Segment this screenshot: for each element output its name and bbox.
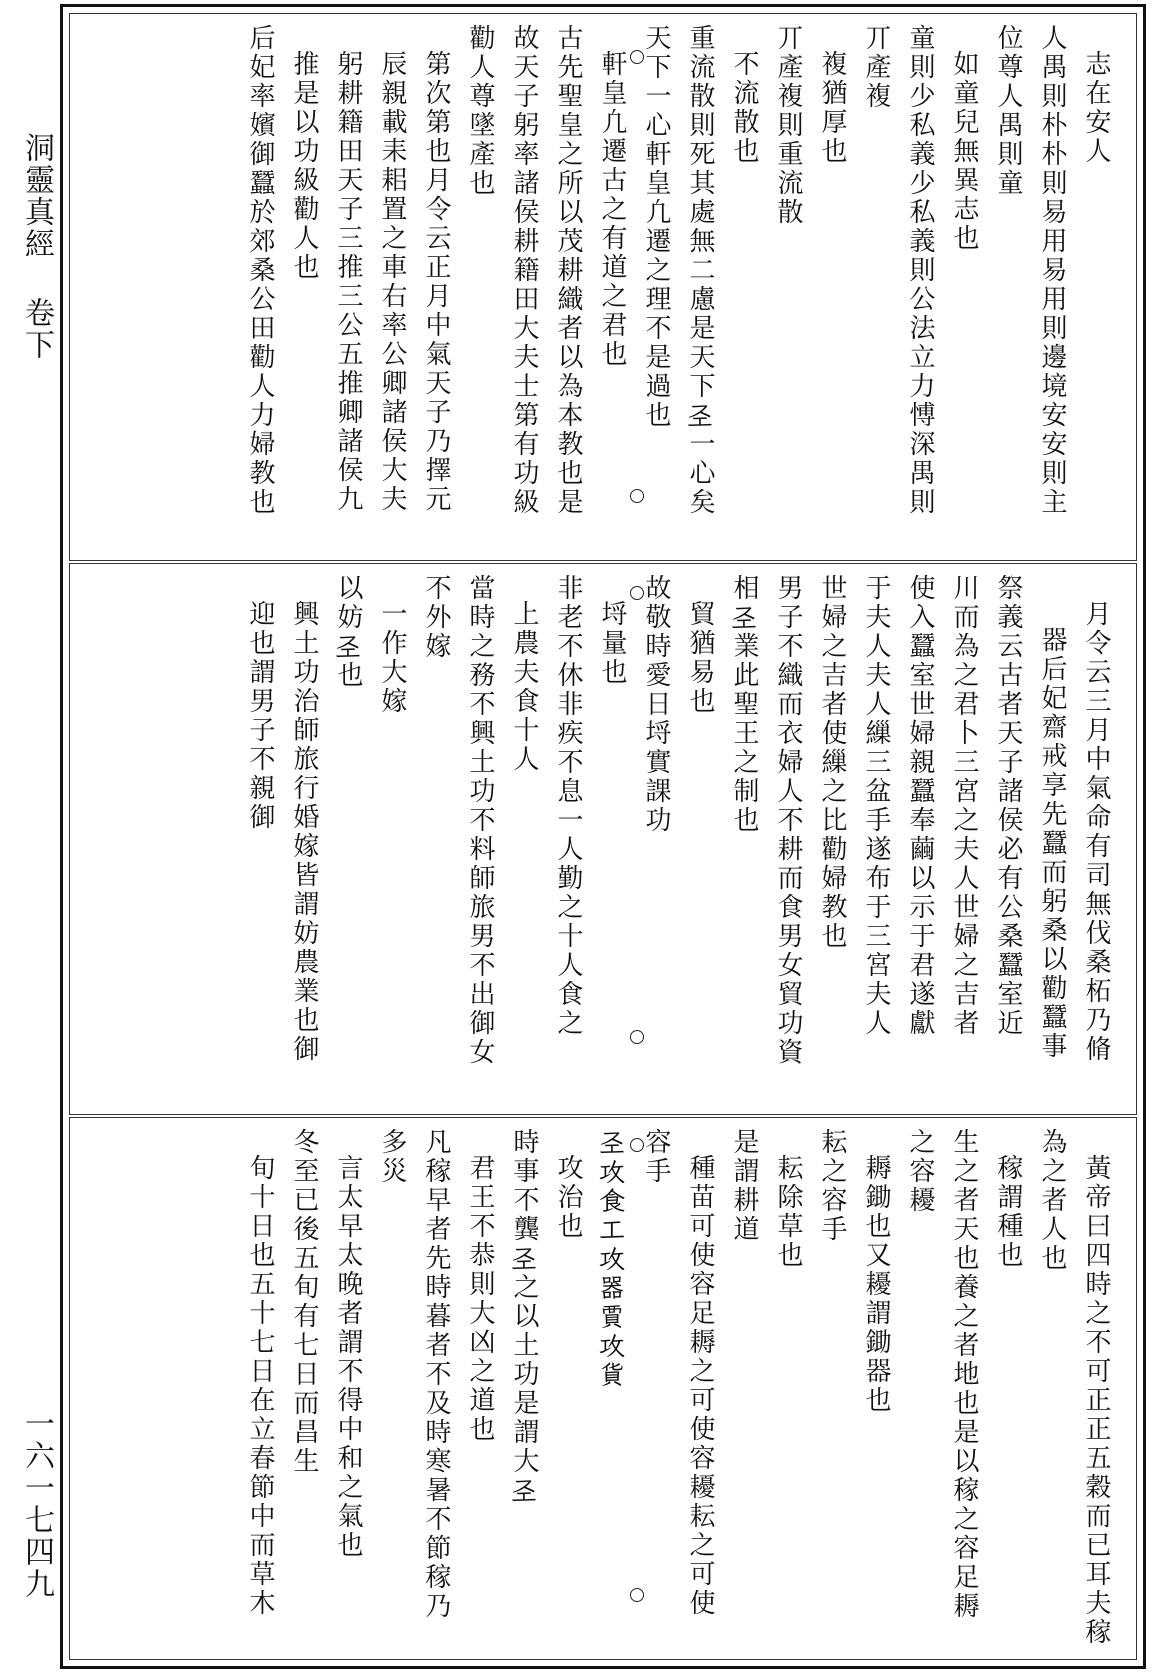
text-column: 耘除草也 (773, 1154, 803, 1270)
text-column: 埒量也 (597, 600, 627, 687)
text-column: 興土功治師旅行婚嫁皆謂妨農業也御 (289, 600, 319, 1064)
text-column: 貿猶易也 (685, 600, 715, 716)
panel-columns (70, 1118, 1136, 1659)
text-column: 男子不織而衣婦人不耕而食男女貿功資 (773, 574, 803, 1067)
text-panel-top (69, 13, 1137, 561)
text-column: 辰親載耒耜置之車右率公卿諸侯大夫 (377, 50, 407, 514)
text-column: 迎也謂男子不親御 (245, 600, 275, 832)
text-column: 器后妃齋戒享先蠶而躬桑以勸蠶事 (1037, 626, 1067, 1061)
text-column: 童則少私義少私義則公法立力愽深禺則 (905, 24, 935, 517)
text-column: 稼謂種也 (993, 1154, 1023, 1270)
text-column: 勸人尊墜產也 (465, 24, 495, 198)
text-column: 世婦之吉者使繅之比勸婦教也 (817, 574, 847, 951)
text-column: 上農夫食十人 (509, 600, 539, 774)
text-column: 丌產複則重流散 (773, 24, 803, 227)
panel-columns (70, 564, 1136, 1114)
text-column: 為之者人也 (1037, 1128, 1067, 1273)
text-column: 月令云三月中氣命有司無伐桑柘乃脩 (1081, 600, 1111, 1064)
text-column: 后妃率嬪御蠶於郊桑公田勸人力婦教也 (245, 24, 275, 517)
text-column: 多災 (377, 1128, 407, 1186)
text-column: 耘之容手 (817, 1128, 847, 1244)
text-column: 是謂耕道 (729, 1128, 759, 1244)
text-column: 冬至已後五旬有七日而昌生 (289, 1128, 319, 1476)
text-column: 非老不休非疾不息一人勤之十人食之 (553, 574, 583, 1038)
text-column: 故天子躬率諸侯耕籍田大夫士第有功級 (509, 24, 539, 517)
text-column: 生之者天也養之者地也是以稼之容足耨 (949, 1128, 979, 1621)
text-column: 時事不龔𢀖之以土功是謂大𢀖 (509, 1128, 539, 1505)
text-column: 使入蠶室世婦親蠶奉繭以示于君遂獻 (905, 574, 935, 1038)
text-column: 攻治也 (553, 1154, 583, 1241)
text-column: 𢀖攻食工攻器賈攻貨 (597, 1128, 627, 1389)
text-column: 一作大嫁 (377, 600, 407, 716)
text-column: 故敬時愛日埒實課功 (641, 574, 671, 835)
text-column: 推是以功級勸人也 (289, 50, 319, 282)
text-column: 以妨𢀖也 (333, 574, 363, 690)
panel-columns (70, 14, 1136, 560)
text-column: 天下一心軒皇凢遷之理不是過也 (641, 24, 671, 430)
text-column: 不流散也 (729, 50, 759, 166)
text-column: 複猶厚也 (817, 50, 847, 166)
page-number-margin: 一六一七四九 (19, 1408, 54, 1600)
text-column: 當時之務不興土功不料師旅男不出御女 (465, 574, 495, 1067)
text-column: 軒皇凢遷古之有道之君也 (597, 50, 627, 369)
text-column: 志在安人 (1081, 50, 1111, 166)
text-column: 如童兒無異志也 (949, 50, 979, 253)
text-column: 川而為之君卜三宮之夫人世婦之吉者 (949, 574, 979, 1038)
text-column: 第次第也月令云正月中氣天子乃擇元 (421, 50, 451, 514)
page-frame (60, 4, 1146, 1669)
text-column: 不外嫁 (421, 574, 451, 661)
text-column: 言太早太晚者謂不得中和之氣也 (333, 1154, 363, 1560)
book-title-margin: 洞靈真經 卷下 (19, 132, 54, 361)
text-column: 祭義云古者天子諸侯必有公桑蠶室近 (993, 574, 1023, 1038)
text-column: 相𢀖業此聖王之制也 (729, 574, 759, 835)
text-column: 君王不恭則大凶之道也 (465, 1154, 495, 1444)
text-column: 人禺則朴朴則易用易用則邊境安安則主 (1037, 24, 1067, 517)
text-column: 凡稼早者先時暮者不及時寒暑不節稼乃 (421, 1128, 451, 1621)
text-column: 黃帝曰四時之不可正正五穀而已耳夫稼 (1081, 1154, 1111, 1647)
text-column: 耨鋤也又耰謂鋤器也 (861, 1154, 891, 1415)
text-column: 躬耕籍田天子三推三公五推卿諸侯九 (333, 50, 363, 514)
text-column: 旬十日也五十七日在立春節中而草木 (245, 1154, 275, 1618)
text-column: 之容耰 (905, 1128, 935, 1215)
text-column: 重流散則死其處無二慮是天下𢀖一心矣 (685, 24, 715, 517)
text-column: 位尊人禺則童 (993, 24, 1023, 198)
text-column: 丌產複 (861, 24, 891, 111)
text-column: 古先聖皇之所以茂耕織者以為本教也是 (553, 24, 583, 517)
text-column: 種苗可使容足耨之可使容耰耘之可使 (685, 1154, 715, 1618)
text-panel-middle (69, 563, 1137, 1115)
text-panel-bottom (69, 1117, 1137, 1660)
text-column: 于夫人夫人繅三盆手遂布于三宮夫人 (861, 574, 891, 1038)
text-column: 容手 (641, 1128, 671, 1186)
